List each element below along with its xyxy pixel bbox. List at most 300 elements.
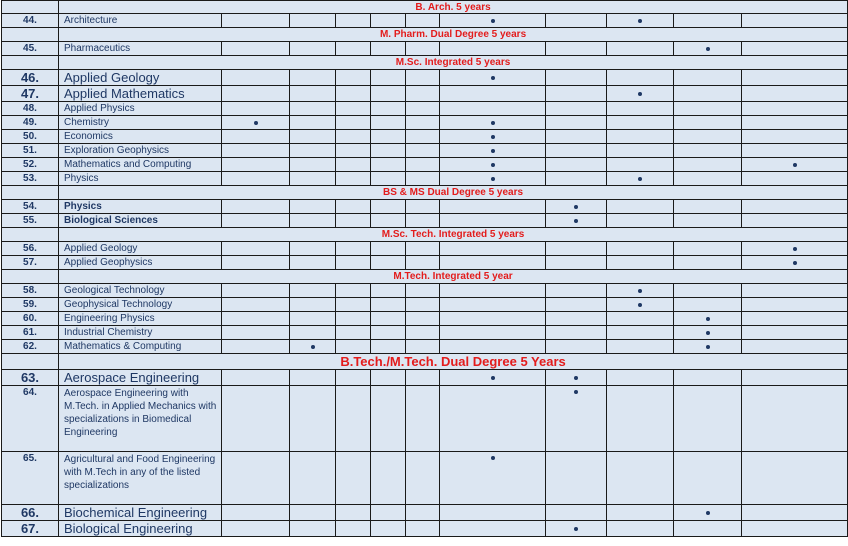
mark-cell — [607, 200, 674, 214]
mark-cell — [371, 86, 406, 102]
mark-cell — [222, 172, 290, 186]
mark-cell — [674, 386, 742, 452]
bullet-dot-icon — [311, 345, 315, 349]
mark-cell — [546, 505, 607, 521]
mark-cell — [440, 200, 546, 214]
program-name: Mathematics & Computing — [59, 340, 222, 354]
mark-cell — [406, 340, 440, 354]
bullet-dot-icon — [574, 219, 578, 223]
mark-cell — [222, 386, 290, 452]
mark-cell — [406, 452, 440, 505]
mark-cell — [546, 340, 607, 354]
row-number: 44. — [2, 14, 59, 28]
mark-cell — [336, 130, 371, 144]
mark-cell — [222, 144, 290, 158]
mark-cell — [674, 298, 742, 312]
mark-cell — [674, 86, 742, 102]
mark-cell — [546, 42, 607, 56]
mark-cell — [440, 452, 546, 505]
mark-cell — [546, 14, 607, 28]
bullet-dot-icon — [638, 19, 642, 23]
bullet-dot-icon — [793, 163, 797, 167]
mark-cell — [440, 214, 546, 228]
section-title: B. Arch. 5 years — [59, 1, 848, 14]
mark-cell — [406, 284, 440, 298]
program-row — [2, 386, 848, 452]
mark-cell — [406, 144, 440, 158]
program-name: Exploration Geophysics — [59, 144, 222, 158]
mark-cell — [742, 116, 848, 130]
mark-cell — [371, 312, 406, 326]
row-number: 48. — [2, 102, 59, 116]
row-number: 60. — [2, 312, 59, 326]
mark-cell — [546, 386, 607, 452]
mark-cell — [440, 242, 546, 256]
program-row — [2, 521, 848, 537]
mark-cell — [742, 130, 848, 144]
mark-cell — [742, 284, 848, 298]
mark-cell — [406, 172, 440, 186]
mark-cell — [290, 370, 336, 386]
mark-cell — [222, 326, 290, 340]
mark-cell — [371, 42, 406, 56]
mark-cell — [290, 14, 336, 28]
program-name: Pharmaceutics — [59, 42, 222, 56]
mark-cell — [742, 86, 848, 102]
mark-cell — [336, 505, 371, 521]
mark-cell — [440, 340, 546, 354]
mark-cell — [371, 284, 406, 298]
mark-cell — [290, 172, 336, 186]
mark-cell — [371, 14, 406, 28]
mark-cell — [222, 242, 290, 256]
mark-cell — [546, 370, 607, 386]
bullet-dot-icon — [706, 511, 710, 515]
mark-cell — [290, 200, 336, 214]
mark-cell — [674, 144, 742, 158]
mark-cell — [406, 326, 440, 340]
mark-cell — [371, 102, 406, 116]
mark-cell — [742, 42, 848, 56]
section-row — [2, 354, 848, 370]
row-number: 58. — [2, 284, 59, 298]
mark-cell — [406, 70, 440, 86]
mark-cell — [546, 256, 607, 270]
mark-cell — [607, 370, 674, 386]
mark-cell — [371, 326, 406, 340]
mark-cell — [406, 200, 440, 214]
mark-cell — [607, 386, 674, 452]
mark-cell — [607, 144, 674, 158]
mark-cell — [406, 42, 440, 56]
mark-cell — [406, 312, 440, 326]
program-name: Aerospace Engineering — [59, 370, 222, 386]
mark-cell — [222, 298, 290, 312]
mark-cell — [607, 42, 674, 56]
mark-cell — [674, 370, 742, 386]
bullet-dot-icon — [638, 177, 642, 181]
mark-cell — [607, 214, 674, 228]
mark-cell — [607, 284, 674, 298]
mark-cell — [546, 284, 607, 298]
mark-cell — [336, 214, 371, 228]
bullet-dot-icon — [574, 527, 578, 531]
mark-cell — [674, 130, 742, 144]
program-name: Applied Geophysics — [59, 256, 222, 270]
mark-cell — [336, 116, 371, 130]
mark-cell — [546, 158, 607, 172]
program-name: Industrial Chemistry — [59, 326, 222, 340]
mark-cell — [371, 370, 406, 386]
mark-cell — [222, 505, 290, 521]
mark-cell — [336, 86, 371, 102]
mark-cell — [371, 158, 406, 172]
program-name: Engineering Physics — [59, 312, 222, 326]
mark-cell — [674, 256, 742, 270]
bullet-dot-icon — [574, 376, 578, 380]
mark-cell — [607, 70, 674, 86]
row-number: 47. — [2, 86, 59, 102]
mark-cell — [222, 42, 290, 56]
mark-cell — [371, 242, 406, 256]
bullet-dot-icon — [491, 376, 495, 380]
bullet-dot-icon — [574, 390, 578, 394]
mark-cell — [742, 312, 848, 326]
mark-cell — [290, 386, 336, 452]
mark-cell — [546, 172, 607, 186]
mark-cell — [607, 158, 674, 172]
section-row — [2, 28, 848, 42]
program-name: Biological Engineering — [59, 521, 222, 537]
mark-cell — [674, 102, 742, 116]
program-row — [2, 370, 848, 386]
mark-cell — [290, 130, 336, 144]
mark-cell — [440, 102, 546, 116]
mark-cell — [607, 298, 674, 312]
mark-cell — [222, 340, 290, 354]
mark-cell — [607, 14, 674, 28]
row-number: 65. — [2, 452, 59, 505]
mark-cell — [742, 386, 848, 452]
mark-cell — [742, 505, 848, 521]
mark-cell — [742, 242, 848, 256]
mark-cell — [440, 144, 546, 158]
mark-cell — [336, 256, 371, 270]
program-row — [2, 172, 848, 186]
mark-cell — [674, 214, 742, 228]
mark-cell — [336, 452, 371, 505]
mark-cell — [546, 312, 607, 326]
mark-cell — [742, 144, 848, 158]
mark-cell — [371, 116, 406, 130]
row-number: 66. — [2, 505, 59, 521]
mark-cell — [674, 14, 742, 28]
mark-cell — [406, 298, 440, 312]
section-row — [2, 1, 848, 14]
mark-cell — [742, 102, 848, 116]
mark-cell — [674, 116, 742, 130]
mark-cell — [607, 102, 674, 116]
mark-cell — [406, 521, 440, 537]
mark-cell — [546, 452, 607, 505]
mark-cell — [336, 326, 371, 340]
section-row — [2, 270, 848, 284]
row-number: 51. — [2, 144, 59, 158]
mark-cell — [440, 386, 546, 452]
mark-cell — [222, 158, 290, 172]
mark-cell — [607, 312, 674, 326]
section-row — [2, 228, 848, 242]
bullet-dot-icon — [254, 121, 258, 125]
mark-cell — [336, 386, 371, 452]
mark-cell — [336, 172, 371, 186]
mark-cell — [674, 242, 742, 256]
mark-cell — [607, 326, 674, 340]
mark-cell — [742, 340, 848, 354]
mark-cell — [607, 172, 674, 186]
program-row — [2, 256, 848, 270]
program-row — [2, 144, 848, 158]
program-name: Physics — [59, 172, 222, 186]
mark-cell — [440, 86, 546, 102]
mark-cell — [290, 505, 336, 521]
mark-cell — [290, 144, 336, 158]
mark-cell — [222, 70, 290, 86]
program-row — [2, 284, 848, 298]
section-row — [2, 186, 848, 200]
mark-cell — [222, 312, 290, 326]
bullet-dot-icon — [491, 177, 495, 181]
programs-table — [1, 0, 848, 537]
program-row — [2, 42, 848, 56]
mark-cell — [222, 14, 290, 28]
section-title: B.Tech./M.Tech. Dual Degree 5 Years — [59, 354, 848, 370]
program-name: Applied Geology — [59, 70, 222, 86]
mark-cell — [371, 505, 406, 521]
mark-cell — [371, 172, 406, 186]
mark-cell — [406, 256, 440, 270]
mark-cell — [440, 70, 546, 86]
bullet-dot-icon — [491, 149, 495, 153]
mark-cell — [742, 521, 848, 537]
mark-cell — [406, 158, 440, 172]
program-name: Chemistry — [59, 116, 222, 130]
mark-cell — [546, 200, 607, 214]
mark-cell — [607, 130, 674, 144]
mark-cell — [371, 340, 406, 354]
mark-cell — [607, 452, 674, 505]
mark-cell — [440, 42, 546, 56]
bullet-dot-icon — [706, 317, 710, 321]
program-row — [2, 70, 848, 86]
mark-cell — [371, 200, 406, 214]
mark-cell — [290, 521, 336, 537]
mark-cell — [742, 298, 848, 312]
mark-cell — [336, 42, 371, 56]
mark-cell — [290, 116, 336, 130]
bullet-dot-icon — [491, 456, 495, 460]
row-number: 53. — [2, 172, 59, 186]
mark-cell — [546, 214, 607, 228]
section-title: M.Tech. Integrated 5 year — [59, 270, 848, 284]
mark-cell — [546, 130, 607, 144]
mark-cell — [607, 256, 674, 270]
mark-cell — [336, 144, 371, 158]
program-name: Mathematics and Computing — [59, 158, 222, 172]
mark-cell — [371, 70, 406, 86]
mark-cell — [336, 242, 371, 256]
program-row — [2, 130, 848, 144]
program-row — [2, 200, 848, 214]
row-number: 46. — [2, 70, 59, 86]
mark-cell — [222, 521, 290, 537]
mark-cell — [607, 505, 674, 521]
program-name: Economics — [59, 130, 222, 144]
mark-cell — [406, 86, 440, 102]
mark-cell — [742, 14, 848, 28]
bullet-dot-icon — [706, 345, 710, 349]
mark-cell — [440, 326, 546, 340]
mark-cell — [742, 158, 848, 172]
section-title: M. Pharm. Dual Degree 5 years — [59, 28, 848, 42]
mark-cell — [440, 256, 546, 270]
mark-cell — [546, 242, 607, 256]
bullet-dot-icon — [491, 19, 495, 23]
row-number: 59. — [2, 298, 59, 312]
mark-cell — [290, 42, 336, 56]
mark-cell — [674, 312, 742, 326]
mark-cell — [674, 200, 742, 214]
bullet-dot-icon — [638, 92, 642, 96]
mark-cell — [336, 14, 371, 28]
mark-cell — [742, 370, 848, 386]
row-number: 55. — [2, 214, 59, 228]
mark-cell — [742, 214, 848, 228]
mark-cell — [290, 214, 336, 228]
mark-cell — [222, 284, 290, 298]
mark-cell — [371, 521, 406, 537]
mark-cell — [371, 130, 406, 144]
mark-cell — [290, 340, 336, 354]
mark-cell — [290, 452, 336, 505]
bullet-dot-icon — [706, 47, 710, 51]
program-row — [2, 214, 848, 228]
row-number: 63. — [2, 370, 59, 386]
mark-cell — [222, 116, 290, 130]
mark-cell — [607, 340, 674, 354]
mark-cell — [406, 214, 440, 228]
program-row — [2, 242, 848, 256]
mark-cell — [440, 505, 546, 521]
mark-cell — [406, 505, 440, 521]
mark-cell — [674, 70, 742, 86]
mark-cell — [440, 130, 546, 144]
mark-cell — [336, 284, 371, 298]
mark-cell — [607, 86, 674, 102]
mark-cell — [546, 70, 607, 86]
row-number: 61. — [2, 326, 59, 340]
mark-cell — [674, 42, 742, 56]
mark-cell — [290, 312, 336, 326]
program-row — [2, 158, 848, 172]
mark-cell — [222, 256, 290, 270]
bullet-dot-icon — [638, 303, 642, 307]
mark-cell — [546, 326, 607, 340]
mark-cell — [406, 386, 440, 452]
bullet-dot-icon — [793, 261, 797, 265]
row-number: 56. — [2, 242, 59, 256]
program-row — [2, 102, 848, 116]
mark-cell — [440, 521, 546, 537]
program-row — [2, 312, 848, 326]
mark-cell — [290, 256, 336, 270]
mark-cell — [674, 452, 742, 505]
program-row — [2, 326, 848, 340]
row-number: 50. — [2, 130, 59, 144]
mark-cell — [440, 284, 546, 298]
program-name: Biological Sciences — [59, 214, 222, 228]
mark-cell — [674, 505, 742, 521]
mark-cell — [222, 214, 290, 228]
mark-cell — [406, 116, 440, 130]
program-row — [2, 14, 848, 28]
mark-cell — [742, 172, 848, 186]
mark-cell — [607, 521, 674, 537]
mark-cell — [222, 130, 290, 144]
program-name: Geophysical Technology — [59, 298, 222, 312]
mark-cell — [607, 242, 674, 256]
section-title: M.Sc. Tech. Integrated 5 years — [59, 228, 848, 242]
mark-cell — [546, 144, 607, 158]
mark-cell — [546, 521, 607, 537]
bullet-dot-icon — [706, 331, 710, 335]
program-row — [2, 340, 848, 354]
mark-cell — [371, 256, 406, 270]
bullet-dot-icon — [491, 163, 495, 167]
mark-cell — [742, 326, 848, 340]
mark-cell — [406, 242, 440, 256]
program-row — [2, 86, 848, 102]
mark-cell — [440, 14, 546, 28]
bullet-dot-icon — [574, 205, 578, 209]
mark-cell — [742, 200, 848, 214]
mark-cell — [546, 116, 607, 130]
row-number: 52. — [2, 158, 59, 172]
mark-cell — [222, 200, 290, 214]
mark-cell — [290, 102, 336, 116]
row-number: 57. — [2, 256, 59, 270]
mark-cell — [406, 14, 440, 28]
program-name: Physics — [59, 200, 222, 214]
mark-cell — [336, 312, 371, 326]
mark-cell — [336, 370, 371, 386]
section-title: M.Sc. Integrated 5 years — [59, 56, 848, 70]
mark-cell — [336, 340, 371, 354]
mark-cell — [290, 284, 336, 298]
bullet-dot-icon — [491, 121, 495, 125]
mark-cell — [546, 298, 607, 312]
program-name: Applied Physics — [59, 102, 222, 116]
bullet-dot-icon — [793, 247, 797, 251]
mark-cell — [742, 70, 848, 86]
mark-cell — [674, 172, 742, 186]
mark-cell — [222, 370, 290, 386]
program-row — [2, 452, 848, 505]
mark-cell — [440, 312, 546, 326]
mark-cell — [336, 200, 371, 214]
program-name: Architecture — [59, 14, 222, 28]
mark-cell — [336, 102, 371, 116]
